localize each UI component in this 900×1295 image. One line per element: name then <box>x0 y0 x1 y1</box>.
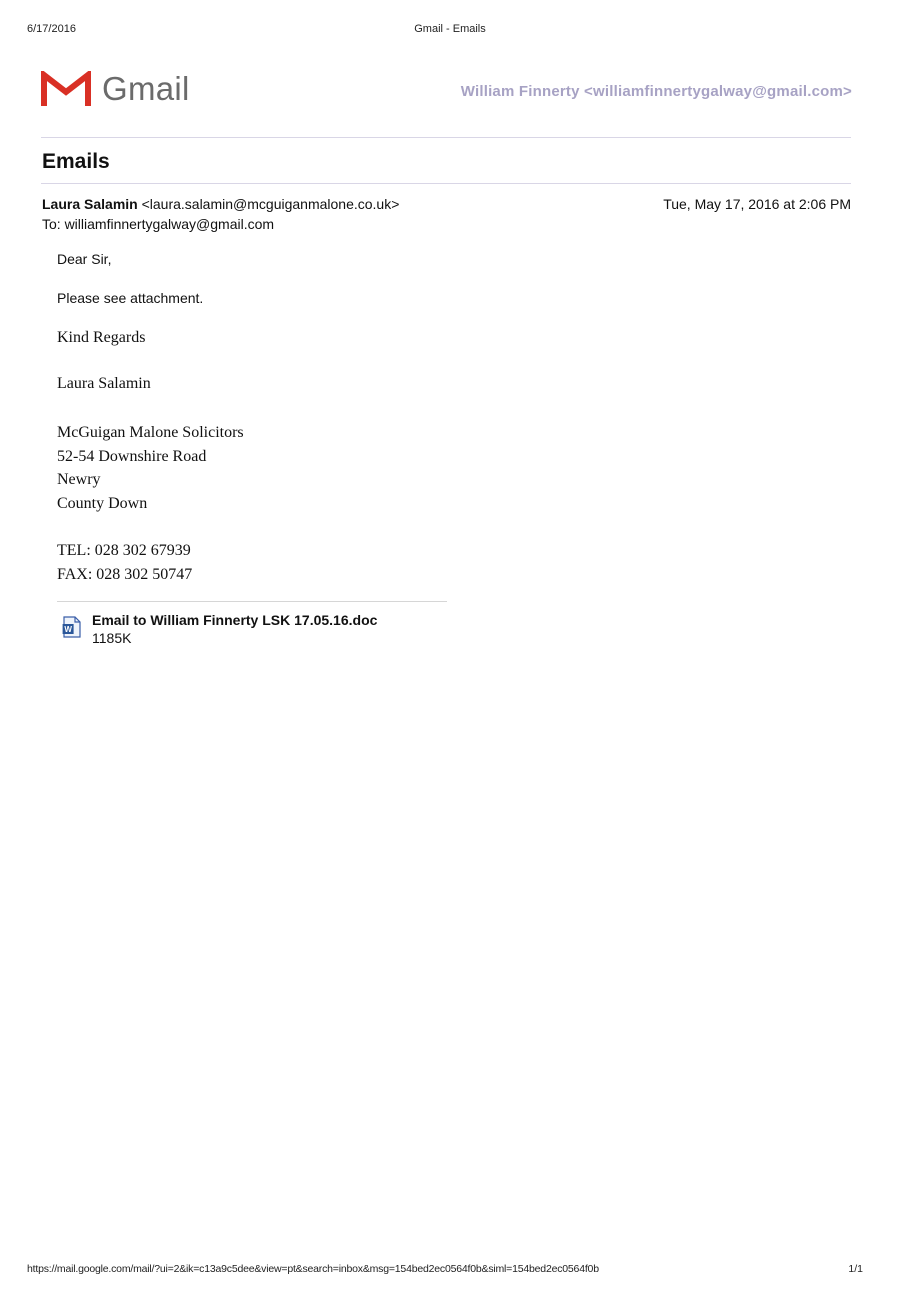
svg-text:W: W <box>64 625 72 634</box>
print-date: 6/17/2016 <box>27 23 76 35</box>
print-url: https://mail.google.com/mail/?ui=2&ik=c13a9c5dee&view=pt&search=inbox&msg=154bed2ec0564f0b&siml=154bed2ec0564f0b <box>27 1263 599 1275</box>
attachment[interactable] <box>62 612 377 646</box>
message-sender <box>42 196 399 212</box>
sender-email: <laura.salamin@mcguiganmalone.co.uk> <box>141 196 400 212</box>
telephone: TEL: 028 302 67939 <box>57 542 191 559</box>
address-line: Newry <box>57 471 101 488</box>
attachment-filename[interactable]: Email to William Finnerty LSK 17.05.16.doc <box>92 612 378 628</box>
header-divider <box>41 137 851 138</box>
gmail-m-logo-icon <box>41 71 91 107</box>
sender-name: Laura Salamin <box>42 196 138 212</box>
address-line: McGuigan Malone Solicitors <box>57 424 244 441</box>
page-number: 1/1 <box>848 1263 863 1275</box>
gmail-wordmark: Gmail <box>102 70 190 107</box>
attachment-divider <box>57 601 447 602</box>
account-identity: William Finnerty <williamfinnertygalway@gmail.com> <box>460 83 852 100</box>
message-recipient: To: williamfinnertygalway@gmail.com <box>42 216 275 232</box>
print-page-title: Gmail - Emails <box>414 23 486 35</box>
thread-subject: Emails <box>42 150 110 173</box>
address-line: County Down <box>57 494 148 512</box>
message-greeting: Dear Sir, <box>57 251 112 267</box>
message-body-line: Please see attachment. <box>57 290 204 306</box>
message-date: Tue, May 17, 2016 at 2:06 PM <box>663 196 851 212</box>
attachment-size: 1185K <box>92 630 132 646</box>
signature-name: Laura Salamin <box>57 375 151 392</box>
address-line: 52-54 Downshire Road <box>57 447 207 465</box>
signature-contact <box>57 539 192 586</box>
fax: FAX: 028 302 50747 <box>57 565 193 583</box>
gmail-logo <box>41 70 190 108</box>
word-document-icon <box>62 616 82 638</box>
message-regards: Kind Regards <box>57 329 146 346</box>
signature-address <box>57 421 244 515</box>
subject-divider <box>41 183 851 184</box>
